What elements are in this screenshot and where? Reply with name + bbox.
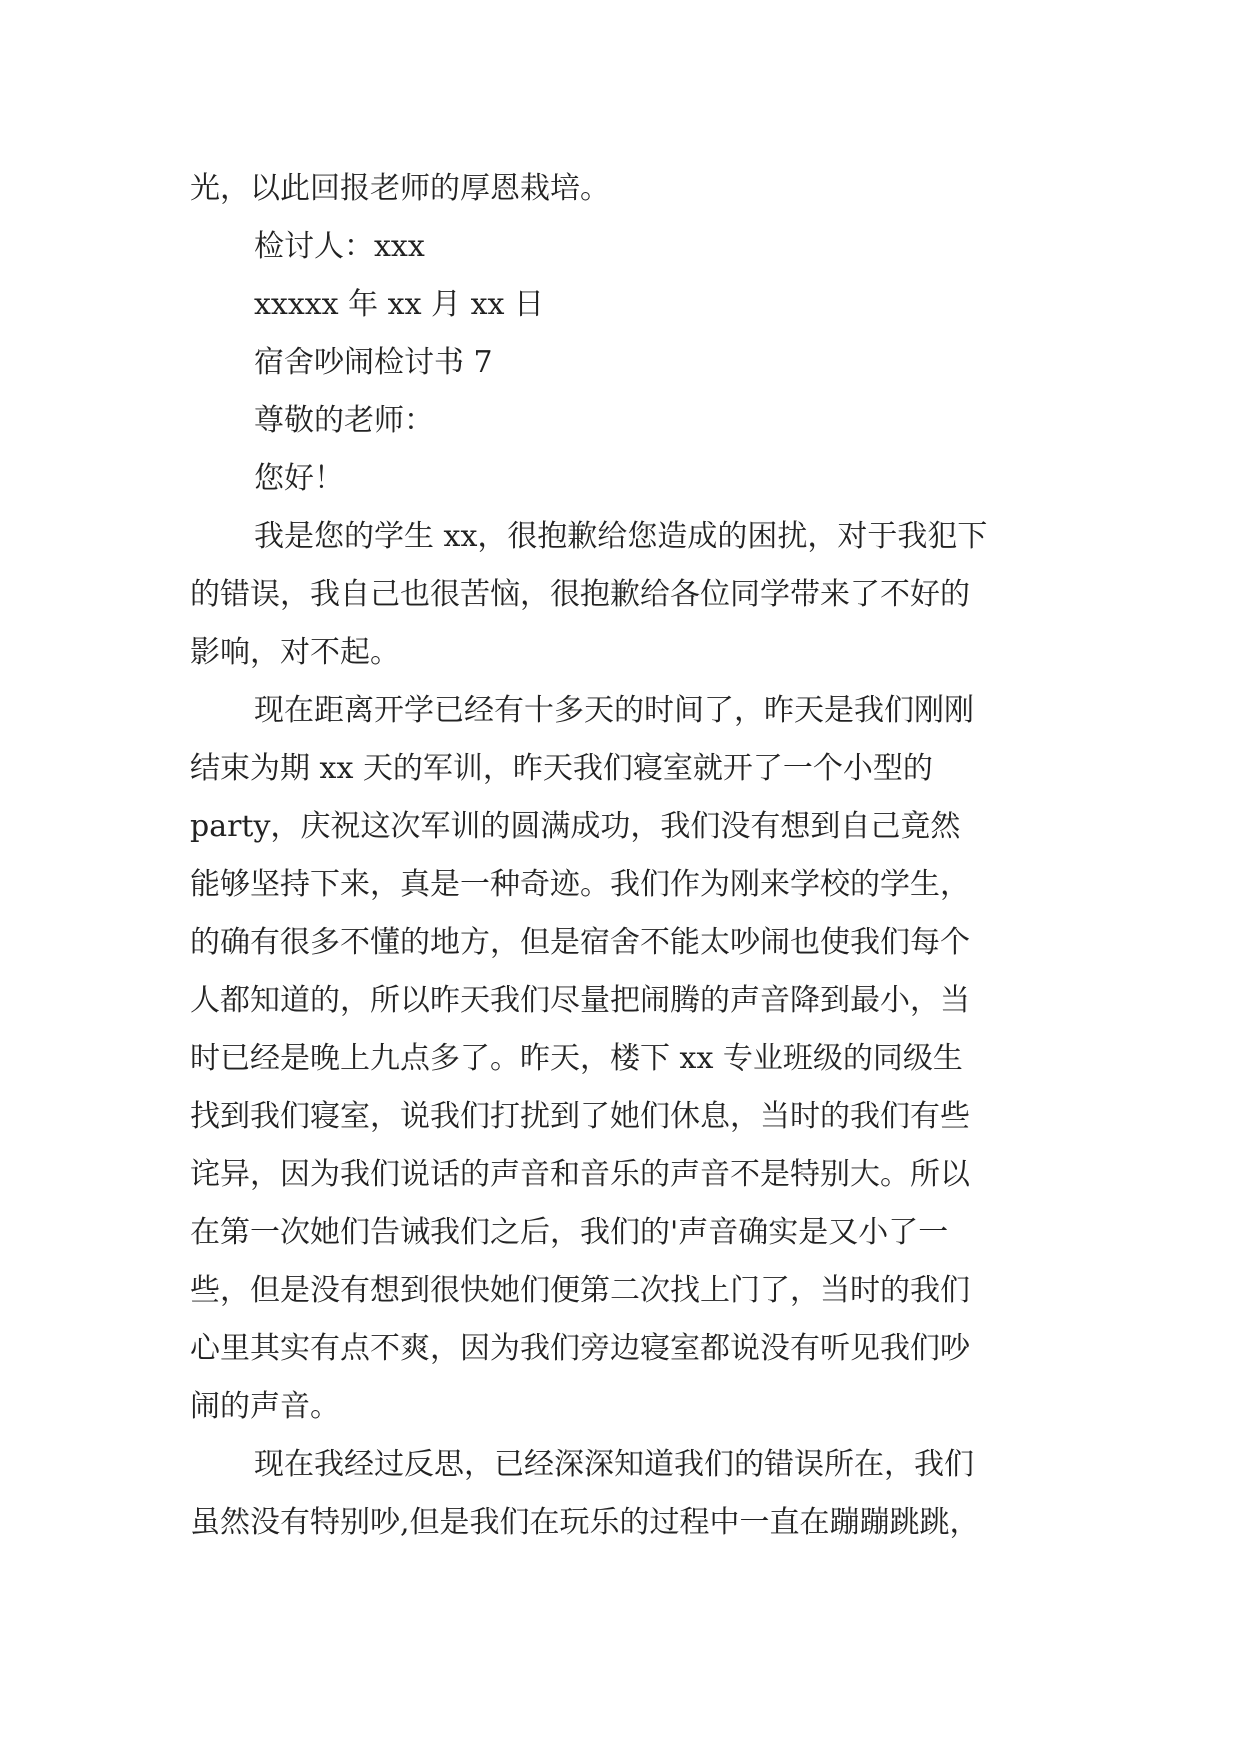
document-body [190, 160, 1065, 1552]
text-line: 闹的声音。 [190, 1389, 340, 1424]
text-line: 现在我经过反思，已经深深知道我们的错误所在，我们 [254, 1447, 974, 1482]
text-line: 心里其实有点不爽，因为我们旁边寝室都说没有听见我们吵 [190, 1331, 970, 1366]
text-line: 光，以此回报老师的厚恩栽培。 [190, 171, 610, 206]
text-line: 些，但是没有想到很快她们便第二次找上门了，当时的我们 [190, 1273, 970, 1308]
text-line: 的确有很多不懂的地方，但是宿舍不能太吵闹也使我们每个 [190, 925, 970, 960]
text-line: 虽然没有特别吵,但是我们在玩乐的过程中一直在蹦蹦跳跳， [190, 1505, 980, 1540]
text-line: 我是您的学生 xx，很抱歉给您造成的困扰，对于我犯下 [254, 519, 988, 554]
text-line: 现在距离开学已经有十多天的时间了，昨天是我们刚刚 [254, 693, 974, 728]
signature-line: 检讨人：xxx [254, 229, 425, 264]
text-line: 结束为期 xx 天的军训，昨天我们寝室就开了一个小型的 [190, 751, 933, 786]
section-title: 宿舍吵闹检讨书 7 [254, 345, 493, 380]
text-line: party，庆祝这次军训的圆满成功，我们没有想到自己竟然 [190, 809, 961, 844]
text-line: 诧异，因为我们说话的声音和音乐的声音不是特别大。所以 [190, 1157, 970, 1192]
text-line: 影响，对不起。 [190, 635, 400, 670]
text-line: 的错误，我自己也很苦恼，很抱歉给各位同学带来了不好的 [190, 577, 970, 612]
text-line: 找到我们寝室，说我们打扰到了她们休息，当时的我们有些 [190, 1099, 970, 1134]
text-line: 人都知道的，所以昨天我们尽量把闹腾的声音降到最小，当 [190, 983, 970, 1018]
salutation: 尊敬的老师： [254, 403, 434, 438]
text-line: 时已经是晚上九点多了。昨天，楼下 xx 专业班级的同级生 [190, 1041, 963, 1076]
greeting: 您好！ [254, 461, 344, 496]
text-line: 在第一次她们告诫我们之后，我们的'声音确实是又小了一 [190, 1215, 949, 1250]
date-line: xxxxx 年 xx 月 xx 日 [254, 287, 544, 322]
text-line: 能够坚持下来，真是一种奇迹。我们作为刚来学校的学生， [190, 867, 970, 902]
